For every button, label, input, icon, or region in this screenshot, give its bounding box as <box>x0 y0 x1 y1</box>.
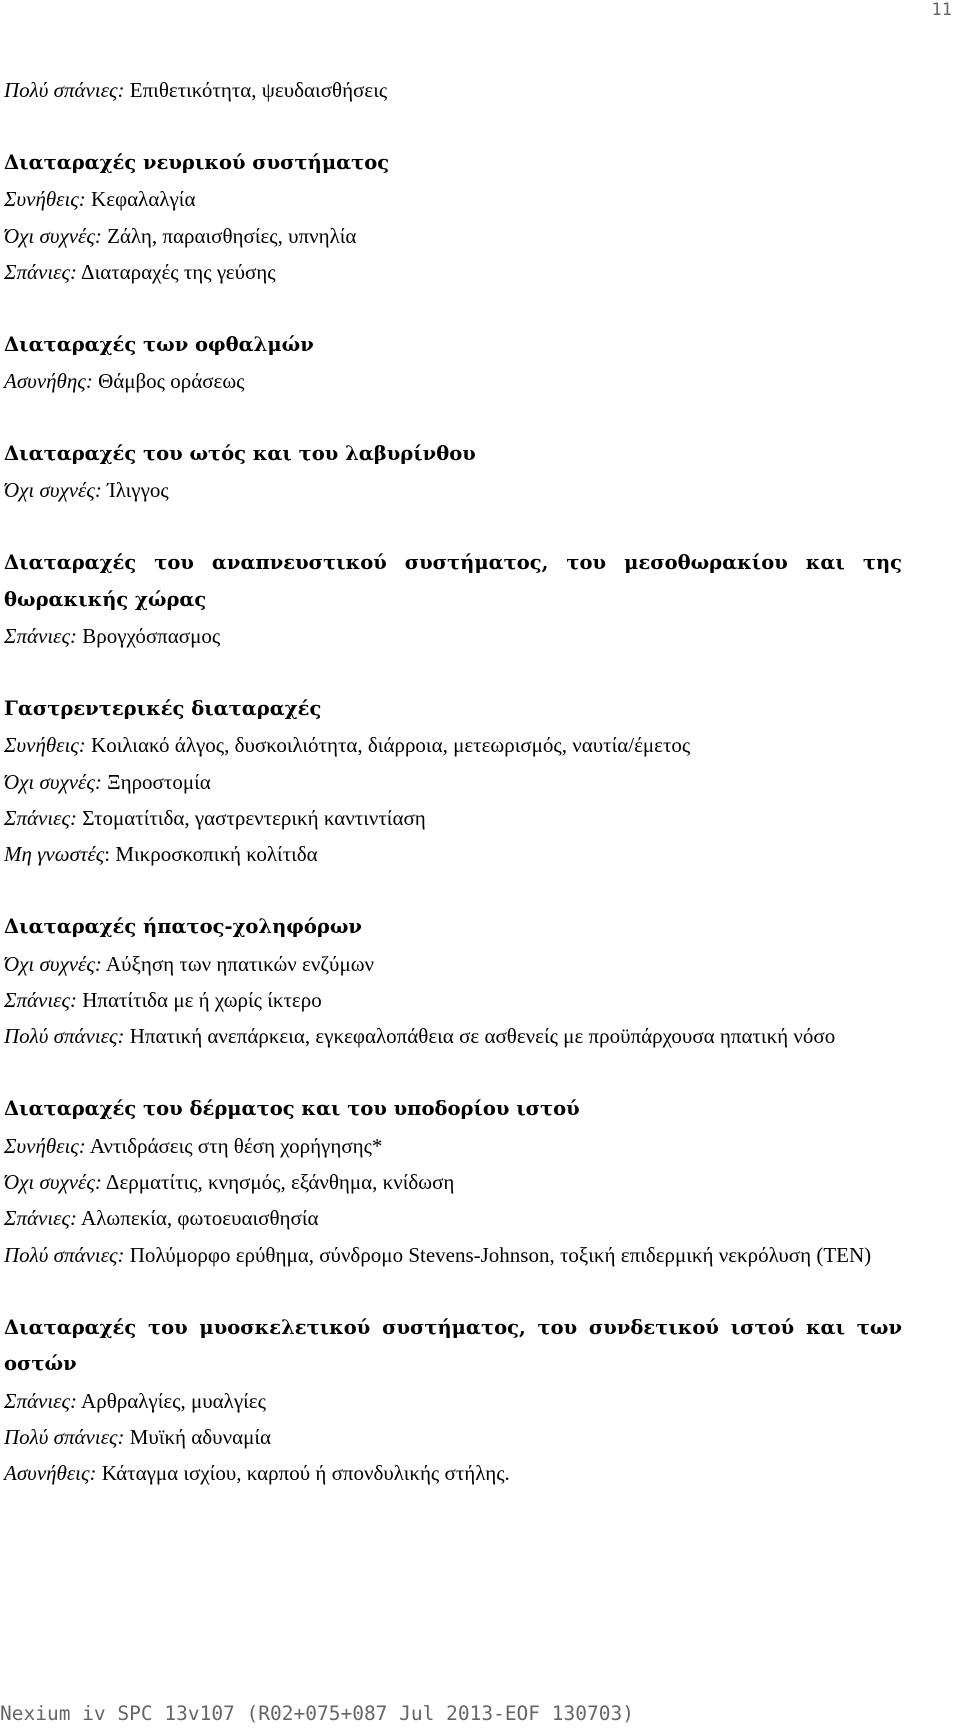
frequency-label: Σπάνιες: <box>4 1388 77 1413</box>
section-nervous-system <box>4 145 902 291</box>
frequency-text: Δερματίτις, κνησμός, εξάνθημα, κνίδωση <box>101 1170 455 1195</box>
frequency-text: Ζάλη, παραισθησίες, υπνηλία <box>101 223 357 248</box>
section-skin <box>4 1091 902 1273</box>
frequency-text: Μυϊκή αδυναμία <box>124 1424 271 1449</box>
frequency-entry <box>4 1383 902 1419</box>
frequency-entry <box>4 72 902 108</box>
frequency-entry <box>4 1164 902 1200</box>
section-respiratory <box>4 545 902 654</box>
frequency-label: Σπάνιες: <box>4 260 77 285</box>
frequency-entry <box>4 254 902 290</box>
frequency-label: Σπάνιες: <box>4 1206 77 1231</box>
frequency-label: Πολύ σπάνιες: <box>4 1024 125 1049</box>
frequency-entry <box>4 1455 902 1491</box>
section-heading: Διαταραχές ήπατος-χοληφόρων <box>4 915 362 939</box>
frequency-entry <box>4 800 902 836</box>
frequency-entry <box>4 1419 902 1455</box>
document-footer: Nexium iv SPC 13v107 (R02+075+087 Jul 2013-EOF 130703) <box>0 1702 634 1725</box>
frequency-label: Συνήθεις: <box>4 733 86 758</box>
frequency-text: Στοματίτιδα, γαστρεντερική καντιντίαση <box>76 806 426 831</box>
frequency-label: Όχι συχνές: <box>4 223 102 248</box>
frequency-text: Πολύμορφο ερύθημα, σύνδρομο Stevens-Johnson, τοξική επιδερμική νεκρόλυση (TEN) <box>124 1242 872 1267</box>
frequency-text: Βρογχόσπασμος <box>76 624 221 649</box>
frequency-label: Πολύ σπάνιες: <box>4 1424 125 1449</box>
section-heading: Διαταραχές του δέρματος και του υποδορίου ιστού <box>4 1097 580 1121</box>
section-musculoskeletal <box>4 1310 902 1492</box>
section-heading: Γαστρεντερικές διαταραχές <box>4 696 322 720</box>
section-heading: Διαταραχές του ωτός και του λαβυρίνθου <box>4 442 476 466</box>
frequency-label: Πολύ σπάνιες: <box>4 1242 125 1267</box>
frequency-text: Διαταραχές της γεύσης <box>76 260 276 285</box>
frequency-label: Σπάνιες: <box>4 806 77 831</box>
frequency-text: Κάταγμα ισχίου, καρπού ή σπονδυλικής στήλης. <box>96 1461 510 1486</box>
frequency-entry <box>4 1200 902 1236</box>
section-heading: Διαταραχές νευρικού συστήματος <box>4 150 390 174</box>
frequency-entry <box>4 836 902 872</box>
frequency-text: Αρθραλγίες, μυαλγίες <box>76 1388 266 1413</box>
section-hepatobiliary <box>4 909 902 1055</box>
frequency-text: Επιθετικότητα, ψευδαισθήσεις <box>124 78 388 102</box>
frequency-label: Σπάνιες: <box>4 624 77 649</box>
frequency-label: Όχι συχνές: <box>4 1170 102 1195</box>
intro-section <box>4 72 902 108</box>
frequency-label: Όχι συχνές: <box>4 769 102 794</box>
frequency-entry <box>4 363 902 399</box>
document-body <box>4 72 902 1528</box>
frequency-entry <box>4 181 902 217</box>
frequency-text: Αλωπεκία, φωτοευαισθησία <box>76 1206 319 1231</box>
frequency-text: Κεφαλαλγία <box>85 187 196 212</box>
frequency-text: Ηπατίτιδα με ή χωρίς ίκτερο <box>76 988 322 1013</box>
frequency-text: Ίλιγγος <box>101 478 169 503</box>
frequency-label: Πολύ σπάνιες: <box>4 78 125 102</box>
frequency-label: Όχι συχνές: <box>4 951 102 976</box>
frequency-entry <box>4 727 902 763</box>
frequency-entry <box>4 1237 902 1273</box>
frequency-text: Θάμβος οράσεως <box>92 369 245 394</box>
frequency-text: Αύξηση των ηπατικών ενζύμων <box>101 951 375 976</box>
frequency-entry <box>4 472 902 508</box>
section-gastrointestinal <box>4 691 902 873</box>
frequency-label: Ασυνήθεις: <box>4 1461 97 1486</box>
frequency-label: Μη γνωστές <box>4 842 105 867</box>
page-number: 11 <box>931 0 952 20</box>
frequency-text: Ξηροστομία <box>101 769 211 794</box>
frequency-label: Σπάνιες: <box>4 988 77 1013</box>
section-ear <box>4 436 902 509</box>
section-heading: Διαταραχές του αναπνευστικού συστήματος, του μεσοθωρακίου και της θωρακικής χώρας <box>4 551 902 611</box>
frequency-text: Κοιλιακό άλγος, δυσκοιλιότητα, διάρροια, μετεωρισμός, ναυτία/έμετος <box>85 733 691 758</box>
frequency-label: Ασυνήθης: <box>4 369 93 394</box>
frequency-entry <box>4 1018 902 1054</box>
section-heading: Διαταραχές των οφθαλμών <box>4 332 314 356</box>
frequency-entry <box>4 982 902 1018</box>
section-eye <box>4 327 902 400</box>
frequency-entry <box>4 618 902 654</box>
frequency-label: Όχι συχνές: <box>4 478 102 503</box>
frequency-entry <box>4 946 902 982</box>
frequency-label: Συνήθεις: <box>4 187 86 212</box>
frequency-label: Συνήθεις: <box>4 1133 86 1158</box>
frequency-text: Αντιδράσεις στη θέση χορήγησης* <box>85 1133 383 1158</box>
section-heading: Διαταραχές του μυοσκελετικού συστήματος, του συνδετικού ιστού και των οστών <box>4 1315 902 1376</box>
frequency-text: : Μικροσκοπική κολίτιδα <box>104 842 318 867</box>
frequency-entry <box>4 764 902 800</box>
frequency-entry <box>4 1128 902 1164</box>
frequency-entry <box>4 218 902 254</box>
frequency-text: Ηπατική ανεπάρκεια, εγκεφαλοπάθεια σε ασθενείς με προϋπάρχουσα ηπατική νόσο <box>124 1024 836 1049</box>
